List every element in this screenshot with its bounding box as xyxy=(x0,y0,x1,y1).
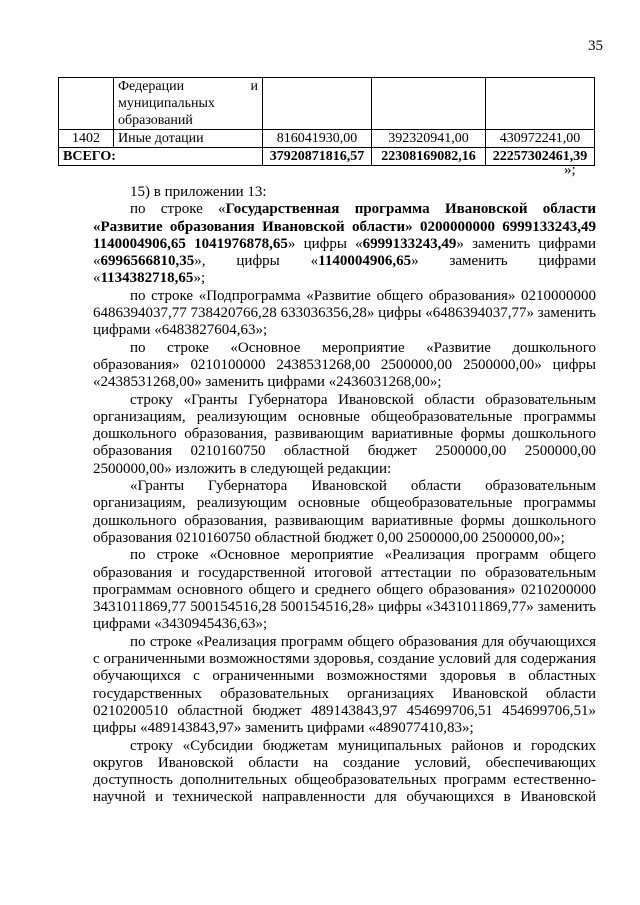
paragraph: по строке «Реализация программ общего образования для обучающихся с ограниченными возможностями здоровья, создание условий для содержания обучающихся с ограниченными возможностями здоровья в областных государственных образовательных организациях Ивановской области 0210200510 областной бюджет 489143843,97 454699706,51 454699706,51» цифры «489143843,97» заменить цифрами «489077410,83»; xyxy=(93,633,596,737)
table-cell-value xyxy=(372,78,486,130)
table-cell-code: 1402 xyxy=(59,130,114,148)
paragraph: 15) в приложении 13: xyxy=(130,184,267,200)
table-row xyxy=(59,78,595,130)
quote-close: »; xyxy=(564,162,576,178)
table-cell-value: 392320941,00 xyxy=(372,130,486,148)
table-cell-value xyxy=(263,78,372,130)
table-cell-value: 430972241,00 xyxy=(486,130,595,148)
total-label: ВСЕГО: xyxy=(59,148,263,166)
total-value: 22308169082,16 xyxy=(372,148,486,166)
table-cell-value: 816041930,00 xyxy=(263,130,372,148)
name-line-1: Федерации и xyxy=(118,79,258,94)
name-rest: муниципальных образований xyxy=(118,96,215,128)
paragraph: «Гранты Губернатора Ивановской области образовательным организациям, реализующим основные общеобразовательные программы дошкольного образования, развивающим вариативные формы дошкольного образования 0210160750 областной бюджет 0,00 2500000,00 2500000,00»; xyxy=(93,478,596,546)
table-cell-name xyxy=(114,78,263,130)
table-cell-value xyxy=(486,78,595,130)
table-cell-code xyxy=(59,78,114,130)
paragraph: по строке «Государственная программа Ивановской области «Развитие образования Ивановской области» 0200000000 6999133243,49 1140004906,65 1041976878,65» цифры «6999133243,49» заменить цифрами «6996566810,35», цифры «1140004906,65» заменить цифрами «1134382718,65»; xyxy=(93,201,596,287)
total-value: 37920871816,57 xyxy=(263,148,372,166)
paragraph: строку «Субсидии бюджетам муниципальных районов и городских округов Ивановской области на создание условий, обеспечивающих доступность дополнительных общеобразовательных программ естественно-научной и технической направленности для обучающихся в Ивановской xyxy=(93,737,596,806)
paragraph: по строке «Основное мероприятие «Развитие дошкольного образования» 0210100000 2438531268,00 2500000,00 2500000,00» цифры «2438531268,00» заменить цифрами «2436031268,00»; xyxy=(93,339,596,391)
page-number: 35 xyxy=(588,38,603,54)
budget-table xyxy=(58,77,595,166)
paragraph: по строке «Подпрограмма «Развитие общего образования» 0210000000 6486394037,77 738420766,28 633036356,28» цифры «6486394037,77» заменить цифрами «6483827604,63»; xyxy=(93,287,596,339)
document-body xyxy=(93,184,596,807)
total-value: 22257302461,39 xyxy=(486,148,595,166)
paragraph: строку «Гранты Губернатора Ивановской области образовательным организациям, реализующим основные общеобразовательные программы дошкольного образования, развивающим вариативные формы дошкольного образования 0210160750 областной бюджет 2500000,00 2500000,00 2500000,00» изложить в следующей редакции: xyxy=(93,391,596,477)
table-row xyxy=(59,130,595,148)
paragraph: по строке «Основное мероприятие «Реализация программ общего образования и государственной итоговой аттестации по образовательным программам основного общего и среднего общего образования» 0210200000 3431011869,77 500154516,28 500154516,28» цифры «3431011869,77» заменить цифрами «3430945436,63»; xyxy=(93,547,596,633)
table-total-row xyxy=(59,148,595,166)
table-cell-name: Иные дотации xyxy=(114,130,263,148)
